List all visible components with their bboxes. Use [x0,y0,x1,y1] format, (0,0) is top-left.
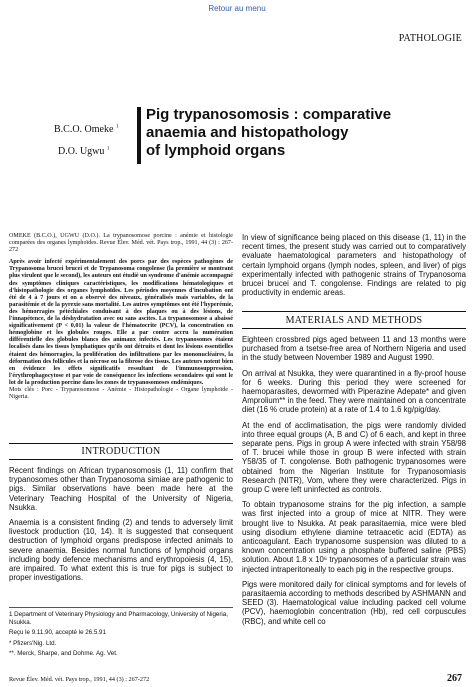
methods-paragraph-4: To obtain trypanosome strains for the pig infection, a sample was first injected into a group of mice at NITR. They were brought live to Nsukka. At peak parasitaemia, mice were bled using disodium ethylene diamine tetraacetic acid (EDTA) as anticoagulant. Each trypanosome suspension was diluted to a known concentration using a phosphate buffered saline (PBS) solution. About 1.8 x 10⁶ trypanosomes of a particular strain was injected intraperitoneally to each pig in the respective groups. [242,500,466,574]
abstract [9,233,233,401]
abstract-keywords: Mots clés : Porc - Trypanosomose - Anémie - Histopathologie - Organe lymphoïde - Nigeria. [9,386,233,401]
author-2: D.O. Ugwu $^1$ [58,146,110,157]
section-tag: PATHOLOGIE [398,33,462,44]
intro-paragraph-1: Recent findings on African trypanosomosis (1, 11) confirm that trypanosomes other than Trypanosoma simiae are pathogenic to pigs. Similar observations have been made here at the Veterinary Teaching Hospital of the University of Nigeria, Nsukka. [9,466,233,512]
footnote-rule [9,607,233,608]
footnotes [9,611,233,658]
footnote-3: * Pfizers'Nig. Ltd. [9,639,57,647]
title-bar [137,107,141,164]
methods-paragraph-5: Pigs were monitored daily for clinical symptoms and for levels of parasitaemia according to methods described by ASHMANN and SEED (3). Haematological value including packed cell volume (PCV), haemoglobin concentration (Hb), red cell corpuscules (RBC), and white cell co [242,579,466,626]
footnote-4: **. Merck, Sharpe, and Dohme. Ag. Vet. [9,650,118,658]
intro-rule-top [9,443,233,444]
abstract-citation: OMEKE (B.C.O.), UGWU (D.O.). La trypanosomose porcine : anémie et histologie comparées des organes lymphoïdes. Revue Élev. Méd. vét. Pays trop., 1991, 44 (3) : 267-272 [9,233,233,254]
title-line-3: of lymphoid organs [146,142,286,159]
footnote-1: 1 Department of Veterinary Physiology and Pharmacology, University of Nigeria, Nsukka. [9,611,228,626]
intro-paragraph-2: Anaemia is a consistent finding (2) and tends to adversely limit livestock production (10, 14). It is suggested that consequent destruction of lymphoid organs predispose infected animals to severe anaemia. Besides normal functions of lymphoid organs including body defence mechanisms and erythropoiesis (4, 15), are impaired. To what extent this is true for pigs is subject to proper investigations. [9,518,233,583]
introduction-text [9,466,233,588]
introduction-heading: INTRODUCTION [81,446,161,457]
methods-heading: MATERIALS AND METHODS [285,315,423,326]
page-number: 267 [447,673,462,684]
retour-au-menu-link[interactable]: Retour au menu [208,4,266,13]
right-intro: In view of significance being placed on this disease (1, 11) in the recent times, the present study was carried out to comparatively evaluate haematological parameters and histopathology of certain lymphoid organs (lymph nodes, spleen, and liver) of pigs experimentally infected with pathogenic strains of Trypanosoma brucei brucei and T. congolense. Findings are related to pig productivity in endemic areas. [242,233,466,298]
methods-paragraph-2: On arrival at Nsukka, they were quarantined in a fly-proof house for 6 weeks. During this period they were screened for haemoparasites, dewormed with Piperazine Adepate* and given Amprolium** in the feed. They were maintained on a concentrate diet (16 % crude protein) at a rate of 1.4 to 1.6 kg/pig/day. [242,368,466,415]
methods-rule-top [242,311,466,312]
methods-paragraph-1: Eighteen crossbred pigs aged between 11 and 13 months were purchased from a tsetse-free area of Northern Nigeria and used in the study between November 1989 and August 1990. [242,335,466,363]
footnote-2: Reçu le 9.11.90, accepté le 26.5.91 [9,629,106,637]
article-title [146,106,446,160]
intro-rule-bottom [9,459,233,460]
title-line-1: Pig trypanosomosis : comparative [146,106,392,123]
abstract-body: Après avoir infecté expérimentalement des porcs par des espèces pathogènes de Trypanosoma brucei brucei et de Trypanosoma congolense (la première se montrant plus virulent que le second), les auteurs ont étudié un syndrome d'anémie accompagné des symptômes cliniques caractéristiques, les modifications hématologiques et d'histopathologie des organes lymphoïdes. Les périodes moyennes d'incubation ont été de 4 à 7 jours et on a observé des niveaux, généralisés mais variables, de la parasitémie et de la pyrexie sans mortalité. Les autres symptômes ont été l'hyperémie, des hémorragies pétéchiales conduisant à des plaques ou à des lésions, de l'innapétence, de la déshydratation avec ou sans ascites. La trypanosomose a abaissé significativement (P < 0,01) la valeur de l'hématocrite (PCV), la concentration en hémoglobine et les globules rouges. Elle a par contre accru la numération différentielle des globules blancs des animaux infectés. Les trypanosomes étaient localisés dans les tissus lymphatiques qu'ils ont détruits et dont les lésions essentielles étaient des hémorragies, la prolifération des infiltrations par les mononucléaires, la déformation des follicules et la nécrose ou la fibrose des tissus. Les auteurs notent bien en évidence les effets significatifs ressultant de l'immunosuppression, l'érythrophagocytose et par voie de conséquence les infections secondaires qui sont le lot de la production porcine dans les zones de trypanosomoses endémiques. [9,259,233,386]
methods-paragraph-3: At the end of acclimatisation, the pigs were randomly divided into three equal groups (A, B and C) of 6 each, and kept in three separate pens. Pigs in group A were infected with strain Y58/98 of T. brucei while those in group B were infected with strain Y58/35 of T. congolense. Both pathogenic trypanosomes were obtained from the Nigerian Institute for Trypanosomiasis Research (NITR), Vom, where they were characterized. Pigs in group C were left uninfected as controls. [242,420,466,495]
author-1: B.C.O. Omeke $^1$ [54,124,119,135]
title-line-2: anaemia and histopathology [146,124,349,141]
methods-text [242,335,466,677]
methods-rule-bottom [242,328,466,329]
footer-citation: Revue Élev. Méd. vét. Pays trop., 1991, 44 (3) : 267-272 [9,676,150,683]
